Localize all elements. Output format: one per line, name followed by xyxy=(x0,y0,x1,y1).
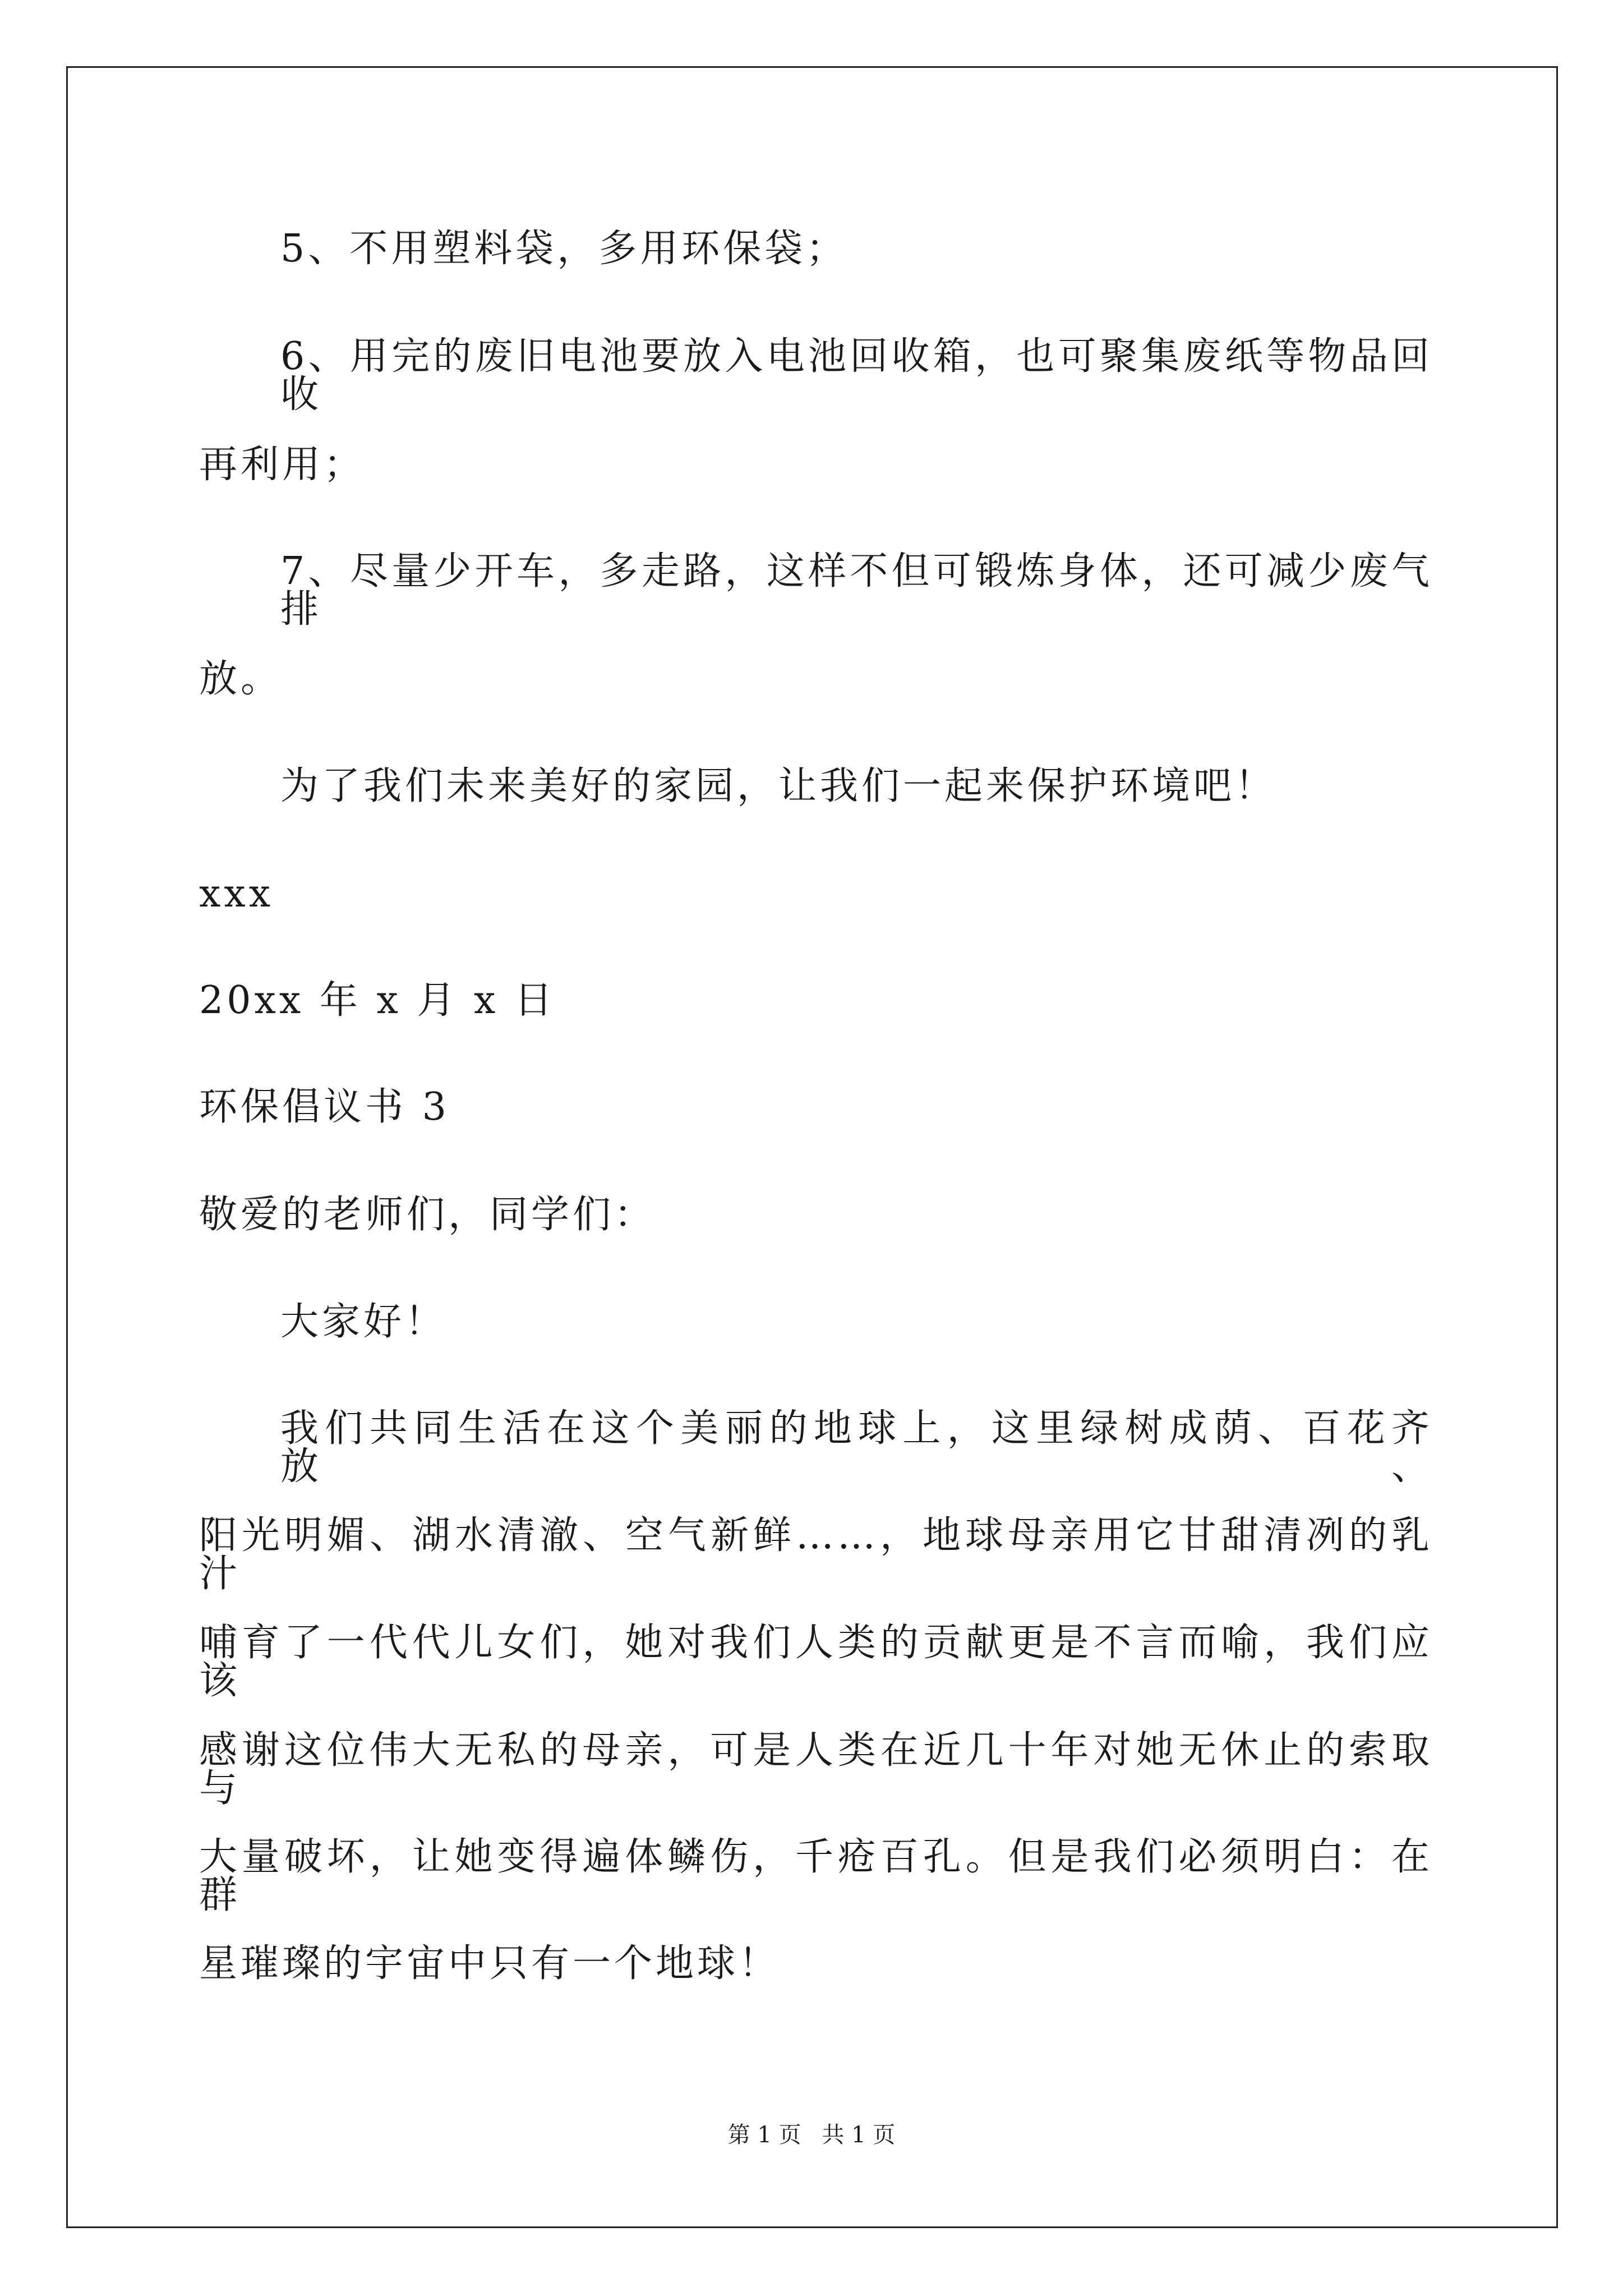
paragraph-line: 7、尽量少开车，多走路，这样不但可锻炼身体，还可减少废气排 xyxy=(280,549,1433,632)
greeting: 大家好！ xyxy=(280,1300,447,1344)
paragraph-line: 为了我们未来美好的家园，让我们一起来保护环境吧！ xyxy=(280,764,1277,808)
paragraph-line: 感谢这位伟大无私的母亲，可是人类在近几十年对她无休止的索取与 xyxy=(199,1728,1433,1811)
paragraph-line: 我们共同生活在这个美丽的地球上，这里绿树成荫、百花齐放、 xyxy=(280,1406,1433,1489)
signature-name: xxx xyxy=(199,872,274,916)
paragraph-line: 再利用； xyxy=(199,443,366,487)
salutation: 敬爱的老师们，同学们： xyxy=(199,1193,656,1237)
page-footer xyxy=(0,2124,1623,2146)
paragraph-line: 阳光明媚、湖水清澈、空气新鲜……，地球母亲用它甘甜清冽的乳汁 xyxy=(199,1513,1433,1596)
paragraph-line: 星璀璨的宇宙中只有一个地球！ xyxy=(199,1941,781,1986)
paragraph-line: 5、不用塑料袋，多用环保袋； xyxy=(280,227,848,271)
page-total: 共 1 页 xyxy=(822,2122,896,2148)
page-number: 第 1 页 xyxy=(727,2122,801,2148)
paragraph-line: 放。 xyxy=(199,657,283,701)
paragraph-line: 6、用完的废旧电池要放入电池回收箱，也可聚集废纸等物品回收 xyxy=(280,334,1433,417)
paragraph-line: 大量破坏，让她变得遍体鳞伤，千疮百孔。但是我们必须明白：在群 xyxy=(199,1835,1433,1917)
section-title: 环保倡议书 3 xyxy=(199,1085,450,1129)
signature-date: 20xx 年 x 月 x 日 xyxy=(199,978,556,1023)
paragraph-line: 哺育了一代代儿女们，她对我们人类的贡献更是不言而喻，我们应该 xyxy=(199,1621,1433,1703)
